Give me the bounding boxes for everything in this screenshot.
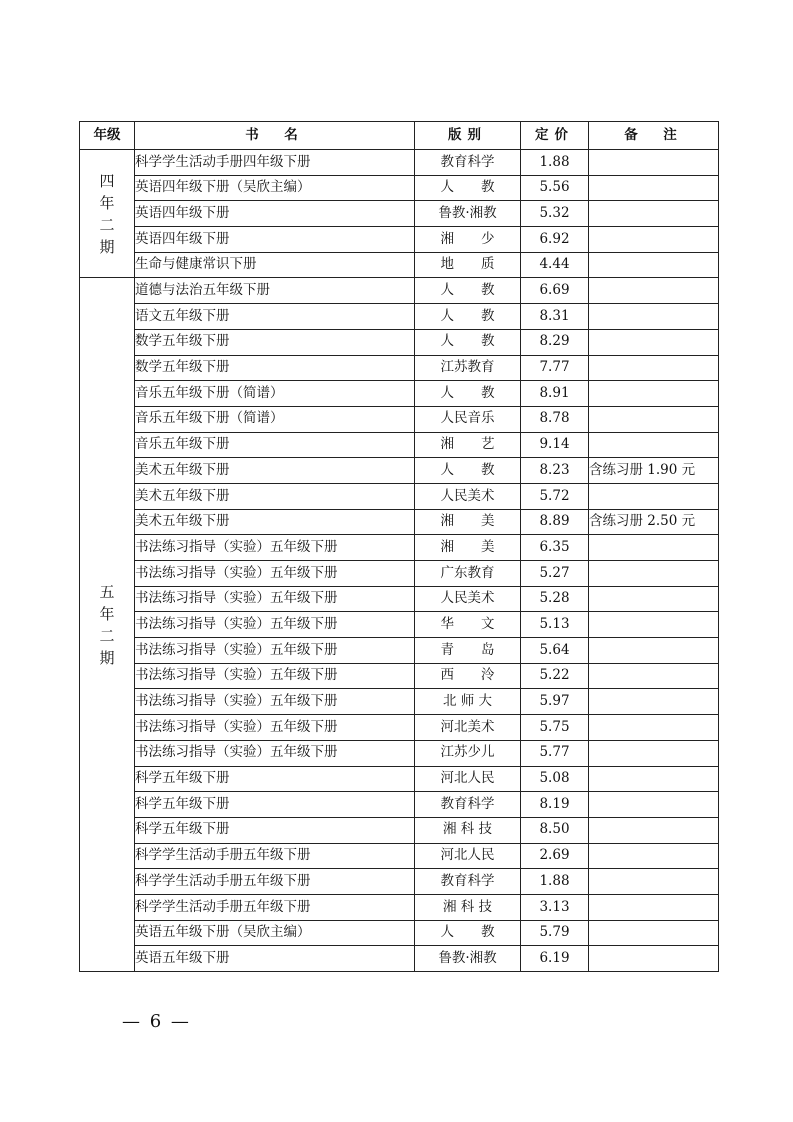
book-name-cell: 书法练习指导（实验）五年级下册 (135, 638, 415, 664)
table-row (80, 663, 719, 689)
book-name-cell: 科学学生活动手册五年级下册 (135, 843, 415, 869)
table-row (80, 740, 719, 766)
table-header-row (80, 122, 719, 150)
book-name-cell: 生命与健康常识下册 (135, 252, 415, 278)
publisher-cell: 人民音乐 (415, 406, 521, 432)
table-row (80, 201, 719, 227)
table-row (80, 535, 719, 561)
book-name-cell: 科学学生活动手册五年级下册 (135, 894, 415, 920)
price-cell: 8.23 (521, 458, 589, 484)
publisher-cell: 人 教 (415, 175, 521, 201)
price-cell: 5.97 (521, 689, 589, 715)
book-name-cell: 书法练习指导（实验）五年级下册 (135, 535, 415, 561)
note-cell (589, 817, 719, 843)
price-cell: 5.56 (521, 175, 589, 201)
publisher-cell: 广东教育 (415, 561, 521, 587)
header-publisher: 版别 (415, 122, 521, 150)
book-name-cell: 音乐五年级下册（简谱） (135, 406, 415, 432)
price-cell: 5.28 (521, 586, 589, 612)
price-cell: 8.29 (521, 329, 589, 355)
price-cell: 8.19 (521, 792, 589, 818)
publisher-cell: 鲁教·湘教 (415, 201, 521, 227)
table-row (80, 843, 719, 869)
note-cell: 含练习册 1.90 元 (589, 458, 719, 484)
book-name-cell: 美术五年级下册 (135, 509, 415, 535)
table-row (80, 432, 719, 458)
book-name-cell: 英语五年级下册 (135, 946, 415, 972)
price-cell: 8.91 (521, 381, 589, 407)
book-name-cell: 科学五年级下册 (135, 766, 415, 792)
note-cell (589, 843, 719, 869)
publisher-cell: 人 教 (415, 920, 521, 946)
book-name-cell: 书法练习指导（实验）五年级下册 (135, 612, 415, 638)
price-cell: 5.08 (521, 766, 589, 792)
note-cell (589, 766, 719, 792)
price-cell: 9.14 (521, 432, 589, 458)
note-cell (589, 278, 719, 304)
header-grade: 年级 (80, 122, 135, 150)
publisher-cell: 湘 美 (415, 509, 521, 535)
price-cell: 5.13 (521, 612, 589, 638)
table-row (80, 612, 719, 638)
publisher-cell: 湘 艺 (415, 432, 521, 458)
price-cell: 8.89 (521, 509, 589, 535)
publisher-cell: 人 教 (415, 381, 521, 407)
publisher-cell: 江苏教育 (415, 355, 521, 381)
note-cell (589, 227, 719, 253)
book-name-cell: 美术五年级下册 (135, 458, 415, 484)
price-cell: 1.88 (521, 150, 589, 176)
page-number: — 6 — (122, 1011, 191, 1032)
table-row (80, 715, 719, 741)
publisher-cell: 人民美术 (415, 483, 521, 509)
publisher-cell: 人民美术 (415, 586, 521, 612)
note-cell: 含练习册 2.50 元 (589, 509, 719, 535)
book-name-cell: 数学五年级下册 (135, 355, 415, 381)
table-row (80, 766, 719, 792)
publisher-cell: 湘 科 技 (415, 817, 521, 843)
table-row (80, 355, 719, 381)
book-name-cell: 科学学生活动手册四年级下册 (135, 150, 415, 176)
book-name-cell: 书法练习指导（实验）五年级下册 (135, 740, 415, 766)
price-cell: 6.69 (521, 278, 589, 304)
book-name-cell: 道德与法治五年级下册 (135, 278, 415, 304)
price-cell: 1.88 (521, 869, 589, 895)
textbook-price-table (79, 121, 719, 972)
note-cell (589, 740, 719, 766)
publisher-cell: 北 师 大 (415, 689, 521, 715)
publisher-cell: 地 质 (415, 252, 521, 278)
table-row (80, 150, 719, 176)
book-name-cell: 科学五年级下册 (135, 792, 415, 818)
publisher-cell: 人 教 (415, 304, 521, 330)
note-cell (589, 663, 719, 689)
note-cell (589, 304, 719, 330)
price-cell: 5.32 (521, 201, 589, 227)
table-row (80, 586, 719, 612)
header-price: 定价 (521, 122, 589, 150)
note-cell (589, 946, 719, 972)
table-row (80, 689, 719, 715)
table-row (80, 869, 719, 895)
book-name-cell: 音乐五年级下册 (135, 432, 415, 458)
note-cell (589, 612, 719, 638)
table-row (80, 304, 719, 330)
publisher-cell: 青 岛 (415, 638, 521, 664)
book-name-cell: 美术五年级下册 (135, 483, 415, 509)
price-cell: 5.72 (521, 483, 589, 509)
price-cell: 8.31 (521, 304, 589, 330)
publisher-cell: 湘 美 (415, 535, 521, 561)
publisher-cell: 人 教 (415, 329, 521, 355)
note-cell (589, 252, 719, 278)
publisher-cell: 教育科学 (415, 792, 521, 818)
header-book-name: 书 名 (135, 122, 415, 150)
price-cell: 5.75 (521, 715, 589, 741)
book-name-cell: 科学五年级下册 (135, 817, 415, 843)
price-cell: 6.19 (521, 946, 589, 972)
book-name-cell: 数学五年级下册 (135, 329, 415, 355)
table-row (80, 817, 719, 843)
note-cell (589, 792, 719, 818)
book-name-cell: 科学学生活动手册五年级下册 (135, 869, 415, 895)
book-name-cell: 音乐五年级下册（简谱） (135, 381, 415, 407)
table-row (80, 894, 719, 920)
price-cell: 6.92 (521, 227, 589, 253)
table-row (80, 329, 719, 355)
book-name-cell: 英语四年级下册（吴欣主编） (135, 175, 415, 201)
table-row (80, 792, 719, 818)
table-row (80, 638, 719, 664)
book-name-cell: 书法练习指导（实验）五年级下册 (135, 561, 415, 587)
price-cell: 8.78 (521, 406, 589, 432)
publisher-cell: 湘 科 技 (415, 894, 521, 920)
publisher-cell: 教育科学 (415, 869, 521, 895)
price-cell: 6.35 (521, 535, 589, 561)
note-cell (589, 561, 719, 587)
table-row (80, 227, 719, 253)
note-cell (589, 689, 719, 715)
book-name-cell: 书法练习指导（实验）五年级下册 (135, 663, 415, 689)
table-row (80, 175, 719, 201)
publisher-cell: 西 泠 (415, 663, 521, 689)
grade-label: 五年二期 (99, 582, 115, 667)
note-cell (589, 535, 719, 561)
table-row (80, 252, 719, 278)
note-cell (589, 329, 719, 355)
price-cell: 2.69 (521, 843, 589, 869)
table-row (80, 381, 719, 407)
book-name-cell: 英语四年级下册 (135, 201, 415, 227)
table-row (80, 406, 719, 432)
price-cell: 5.27 (521, 561, 589, 587)
header-note: 备 注 (589, 122, 719, 150)
note-cell (589, 869, 719, 895)
note-cell (589, 175, 719, 201)
book-name-cell: 书法练习指导（实验）五年级下册 (135, 586, 415, 612)
grade-label: 四年二期 (99, 171, 115, 256)
grade-cell (80, 150, 135, 278)
book-name-cell: 英语五年级下册（吴欣主编） (135, 920, 415, 946)
note-cell (589, 201, 719, 227)
note-cell (589, 432, 719, 458)
publisher-cell: 教育科学 (415, 150, 521, 176)
note-cell (589, 894, 719, 920)
publisher-cell: 湘 少 (415, 227, 521, 253)
note-cell (589, 355, 719, 381)
table-row (80, 509, 719, 535)
note-cell (589, 406, 719, 432)
table-row (80, 920, 719, 946)
publisher-cell: 人 教 (415, 278, 521, 304)
price-cell: 5.22 (521, 663, 589, 689)
price-cell: 5.77 (521, 740, 589, 766)
price-cell: 7.77 (521, 355, 589, 381)
price-cell: 3.13 (521, 894, 589, 920)
note-cell (589, 920, 719, 946)
publisher-cell: 江苏少儿 (415, 740, 521, 766)
table-row (80, 946, 719, 972)
publisher-cell: 鲁教·湘教 (415, 946, 521, 972)
note-cell (589, 586, 719, 612)
publisher-cell: 河北人民 (415, 766, 521, 792)
note-cell (589, 381, 719, 407)
book-name-cell: 语文五年级下册 (135, 304, 415, 330)
note-cell (589, 638, 719, 664)
table-body (80, 150, 719, 972)
publisher-cell: 河北人民 (415, 843, 521, 869)
note-cell (589, 715, 719, 741)
table-row (80, 483, 719, 509)
publisher-cell: 河北美术 (415, 715, 521, 741)
price-cell: 5.79 (521, 920, 589, 946)
note-cell (589, 150, 719, 176)
book-name-cell: 英语四年级下册 (135, 227, 415, 253)
table-row (80, 458, 719, 484)
note-cell (589, 483, 719, 509)
price-cell: 4.44 (521, 252, 589, 278)
book-name-cell: 书法练习指导（实验）五年级下册 (135, 715, 415, 741)
table-row (80, 561, 719, 587)
book-name-cell: 书法练习指导（实验）五年级下册 (135, 689, 415, 715)
price-cell: 5.64 (521, 638, 589, 664)
publisher-cell: 华 文 (415, 612, 521, 638)
publisher-cell: 人 教 (415, 458, 521, 484)
table-row (80, 278, 719, 304)
price-cell: 8.50 (521, 817, 589, 843)
grade-cell (80, 278, 135, 972)
